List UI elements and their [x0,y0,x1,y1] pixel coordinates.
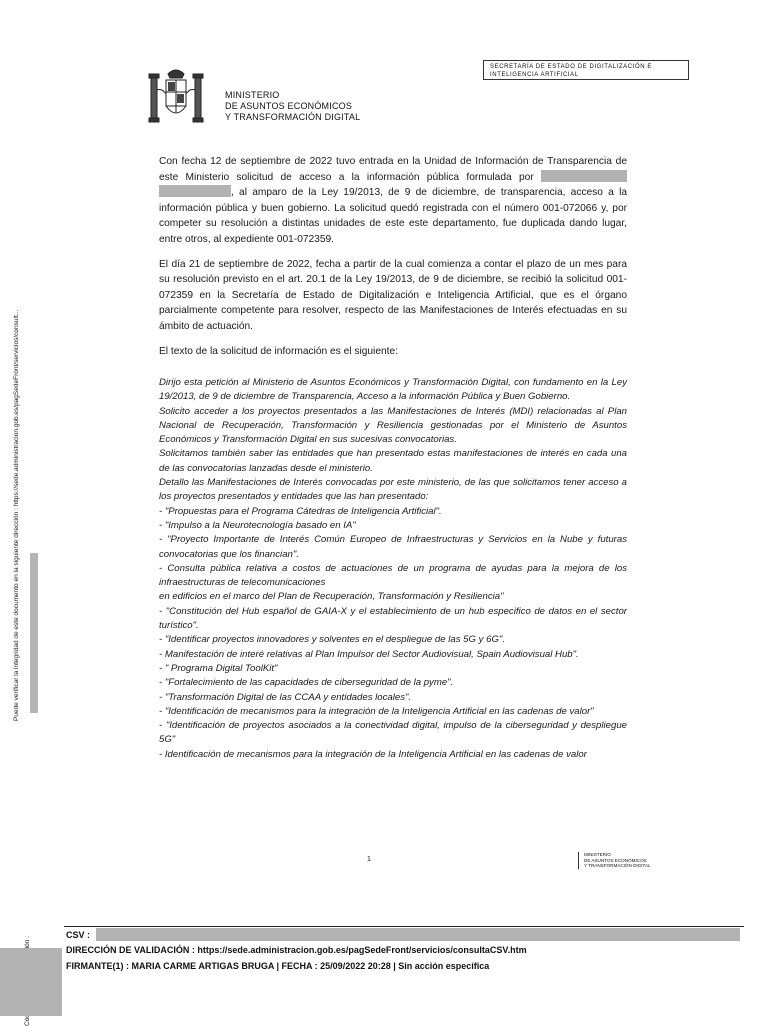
quote-line: - "Transformación Digital de las CCAA y entidades locales". [159,691,412,703]
quote-line: - "Fortalecimiento de las capacidades de ciberseguridad de la pyme". [159,677,454,689]
footer-ministry-line: Y TRANSFORMACIÓN DIGITAL [584,863,651,868]
ministry-line: DE ASUNTOS ECONÓMICOS [225,101,353,111]
quote-line: - Consulta pública relativa a costos de actuaciones de un programa de ayudas para la mejora de los infraestructuras de telecomunicaciones [159,562,627,589]
page-number: 1 [367,856,371,863]
quote-line: - "Constitución del Hub español de GAIA-X y el establecimiento de un hub especifico de datos en el sector turístico". [159,605,627,632]
quote-line: - "Identificación de proyectos asociados a la conectividad digital, impulso de la ciberseguridad y despliegue 5G" [159,720,627,746]
paragraph-3: El texto de la solicitud de información es el siguiente: [159,345,398,357]
quote-line: - Manifestación de interé relativas al Plan Impulsor del Sector Audiovisual, Spain Audiovisual Hub". [159,648,579,660]
redacted-name [541,170,627,182]
redacted-qr-code [0,948,62,1016]
quote-line: Dirijo esta petición al Ministerio de Asuntos Económicos y Transformación Digital, con fundamento en la Ley 19/2013, de 9 de diciembre de Transparencia, Acceso a la información Pública y Buen Gobierno. [159,377,627,403]
paragraph-1 [159,154,627,248]
validation-address: DIRECCIÓN DE VALIDACIÓN : https://sede.administracion.gob.es/pagSedeFront/servicios/consultaCSV.htm [66,945,527,955]
redacted-name [159,185,231,197]
quote-line: - Identificación de mecanismos para la integración de la Inteligencia Artificial en las cadenas de valor [159,748,587,760]
paragraph-2: El día 21 de septiembre de 2022, fecha a partir de la cual comienza a contar el plazo de un mes para su resolución previsto en el art. 20.1 de la Ley 19/2013, de 9 de diciembre, se recibió la solicitud 001-072359 en la Secretaría de Estado de Digitalización e Inteligencia Artificial, que es el órgano parcialmente competente para resolver, respecto de las Manifestaciones de Interés efectuadas en su ámbito de actuación. [159,258,627,332]
ministry-line: Y TRANSFORMACIÓN DIGITAL [225,112,361,122]
csv-label: CSV : [66,930,91,940]
quote-line: Solicitamos también saber las entidades que han presentado estas manifestaciones de interés en cada una de las convocatorias lanzadas desde el ministerio. [159,448,627,474]
quote-line: Solicito acceder a los proyectos presentados a las Manifestaciones de Interés (MDI) relacionadas al Plan Nacional de Recuperación, Transformación y Resiliencia gestionadas por el Ministerio de Asuntos Económicos y Transformación Digital en sus sucesivas convocatorias. [159,405,627,446]
ministry-line: MINISTERIO [225,90,280,100]
verification-url-text: Puede verificar la integridad de este documento en la siguiente dirección : https://sede.administracion.gob.es/pagSedeFront/servicios/consult... [13,309,20,721]
quote-line: - "Identificar proyectos innovadores y solventes en el despliegue de las 5G y 6G". [159,634,505,646]
quote-line: - "Impulso a la Neurotecnología basado en IA" [159,519,356,531]
quote-line: Detallo las Manifestaciones de Interés convocadas por este ministerio, de las que solicitamos tener acceso a los proyectos presentados y entidades que las han presentado: [159,477,627,503]
signer-info: FIRMANTE(1) : MARIA CARME ARTIGAS BRUGA | FECHA : 25/09/2022 20:28 | Sin acción específica [66,961,490,971]
quote-line: en edificios en el marco del Plan de Recuperación, Transformación y Resiliencia" [159,591,504,603]
secretaria-box: SECRETARÍA DE ESTADO DE DIGITALIZACIÓN E INTELIGENCIA ARTIFICIAL [483,60,689,80]
quote-line: - "Proyecto Importante de Interés Común Europeo de Infraestructuras y Servicios en la Nube y futuras convocatorias que los financian". [159,534,627,560]
footer-ministry [578,852,651,869]
request-quote [159,376,627,762]
coat-of-arms-icon [146,64,206,130]
quote-line: - " Programa Digital ToolKit" [159,662,278,674]
footer-divider [64,926,744,927]
redacted-csv [96,928,740,941]
quote-line: - "Propuestas para el Programa Cátedras de Inteligencia Artificial". [159,505,442,517]
quote-line: - "Identificación de mecanismos para la integración de la Inteligencia Artificial en las cadenas de valor" [159,705,594,717]
footer-ministry-line: MINISTERIO [584,852,611,857]
paragraph-1-start: Con fecha 12 de septiembre de 2022 tuvo entrada en la Unidad de Información de Transparencia de este Ministerio solicitud de acceso a la información pública formulada por [159,156,627,183]
footer-ministry-line: DE ASUNTOS ECONÓMICOS [584,857,647,863]
ministry-name [225,90,360,123]
document-body [159,154,627,368]
paragraph-1-end: , al amparo de la Ley 19/2013, de 9 de diciembre, de transparencia, acceso a la información pública y buen gobierno. La solicitud quedó registrada con el número 001-072066 y, por competer su resolución a distintas unidades de este este departamento, fue duplicada dando lugar, entre otros, al expediente 001-072359. [159,187,627,245]
